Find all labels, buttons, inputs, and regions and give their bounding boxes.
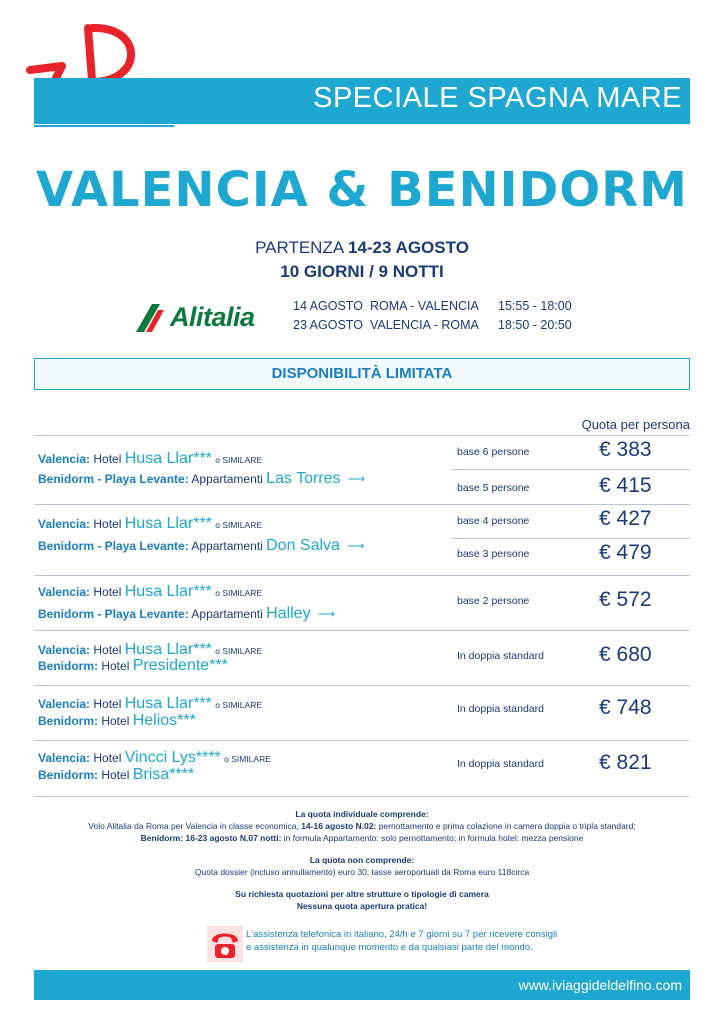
flight-route: ROMA - VALENCIA (370, 299, 479, 313)
city-label: Benidorm - Playa Levante: (38, 607, 189, 621)
quota-header: Quota per persona (581, 417, 690, 432)
assistance-line-2: e assistenza in qualunque momento e da qualsiasi parte del mondo. (246, 942, 533, 953)
accommodation-type: Appartamenti (191, 539, 263, 553)
terms-notes (0, 808, 724, 912)
alitalia-mark-icon (132, 300, 172, 336)
flight-time: 15:55 - 18:00 (498, 299, 572, 313)
hotel-name: Vincci Lys**** (124, 749, 221, 766)
hotel-line-benidorm (38, 766, 194, 784)
footer-url-link[interactable]: www.iviaggideldelfino.com (518, 977, 682, 993)
price-value: € 572 (599, 588, 652, 611)
departure-label: PARTENZA (255, 238, 344, 257)
price-divider (452, 469, 690, 470)
accommodation-type: Hotel (93, 751, 122, 765)
similar-note: o SIMILARE (215, 455, 263, 465)
flight-date: 23 AGOSTO (293, 318, 363, 332)
excludes-line: Quota dossier (incluso annullamento) euro 30, tasse aeroportuali da Roma euro 118circa (194, 867, 530, 877)
package-row (34, 631, 690, 685)
price-value: € 680 (599, 643, 652, 666)
assistance-line-1: L'assistenza telefonica in italiano, 24/h e 7 giorni su 7 per ricevere consigli (246, 929, 558, 940)
hotel-line-benidorm (38, 712, 196, 730)
accommodation-type: Hotel (93, 452, 122, 466)
availability-box: DISPONIBILITÀ LIMITATA (34, 358, 690, 390)
price-basis: In doppia standard (457, 703, 544, 715)
hotel-name: Halley (266, 605, 311, 622)
header-banner (34, 78, 690, 124)
accommodation-type: Hotel (93, 517, 122, 531)
accommodation-type: Hotel (101, 659, 130, 673)
city-label: Valencia: (38, 643, 91, 657)
hotel-line-benidorm (38, 657, 228, 675)
hotel-name: Don Salva (266, 537, 340, 554)
hotel-name: Husa Llar*** (124, 515, 212, 532)
airline-name: Alitalia (170, 302, 255, 332)
includes-text: in formula Appartamento: solo pernottamento; in formula hotel: mezza pensione (281, 833, 584, 843)
price-basis: base 6 persone (457, 446, 530, 458)
departure-dates: 14-23 AGOSTO (347, 238, 469, 257)
hotel-line-valencia (38, 583, 262, 601)
price-basis: base 5 persone (457, 482, 530, 494)
hotel-name: Husa Llar*** (124, 450, 212, 467)
hotel-line-valencia (38, 515, 262, 533)
city-label: Valencia: (38, 517, 91, 531)
arrow-icon: ⟶ (317, 607, 336, 621)
price-basis: base 4 persone (457, 515, 530, 527)
accommodation-type: Hotel (101, 768, 130, 782)
similar-note: o SIMILARE (215, 520, 263, 530)
similar-note: o SIMILARE (215, 700, 263, 710)
city-label: Benidorm: (38, 714, 98, 728)
accommodation-type: Hotel (93, 643, 122, 657)
package-row (34, 505, 690, 575)
includes-bold: Benidorm: 16-23 agosto N.07 notti: (140, 833, 282, 843)
includes-text: pernottamento e prima colazione in camera doppia o tripla standard; (376, 821, 636, 831)
price-basis: In doppia standard (457, 650, 544, 662)
hotel-name: Husa Llar*** (124, 583, 212, 600)
flight-date: 14 AGOSTO (293, 299, 363, 313)
price-value: € 427 (599, 507, 652, 530)
city-label: Benidorm - Playa Levante: (38, 539, 189, 553)
page-title: VALENCIA & BENIDORM (36, 162, 688, 218)
flight-row (293, 299, 598, 318)
flight-time: 18:50 - 20:50 (498, 318, 572, 332)
price-value: € 383 (599, 438, 652, 461)
price-basis: base 2 persone (457, 595, 530, 607)
footer-banner (34, 970, 690, 1000)
extra-line-2: Nessuna quota apertura pratica! (296, 901, 428, 911)
city-label: Valencia: (38, 697, 91, 711)
flight-route: VALENCIA - ROMA (370, 318, 479, 332)
city-label: Valencia: (38, 751, 91, 765)
accommodation-type: Appartamenti (191, 607, 263, 621)
hotel-line-benidorm (38, 470, 365, 488)
table-divider (34, 796, 690, 797)
price-value: € 479 (599, 541, 652, 564)
accommodation-type: Hotel (93, 585, 122, 599)
includes-text: Volo Alitalia da Roma per Valencia in classe economica, (88, 821, 302, 831)
extra-line-1: Su richiesta quotazioni per altre strutture o tipologie di camera (235, 889, 489, 899)
hotel-name: Las Torres (266, 470, 341, 487)
includes-line-2 (0, 832, 724, 844)
hotel-line-valencia (38, 450, 262, 468)
flight-row (293, 318, 598, 337)
arrow-icon: ⟶ (347, 472, 366, 486)
banner-title: SPECIALE SPAGNA MARE (313, 82, 682, 114)
city-label: Valencia: (38, 452, 91, 466)
banner-underline (34, 125, 174, 127)
similar-note: o SIMILARE (224, 754, 271, 764)
accommodation-type: Hotel (93, 697, 122, 711)
hotel-name: Husa Llar*** (124, 695, 212, 712)
departure-duration: 10 GIORNI / 9 NOTTI (280, 262, 444, 281)
includes-bold: 14-16 agosto N.02: (301, 821, 377, 831)
city-label: Valencia: (38, 585, 91, 599)
city-label: Benidorm: (38, 768, 98, 782)
arrow-icon: ⟶ (347, 539, 365, 553)
accommodation-type: Appartamenti (191, 472, 263, 486)
price-value: € 748 (599, 696, 652, 719)
accommodation-type: Hotel (101, 714, 130, 728)
includes-line-1 (0, 820, 724, 832)
assistance-text (246, 928, 557, 954)
excludes-title: La quota non comprende: (309, 855, 415, 865)
price-basis: base 3 persone (457, 548, 530, 560)
flight-schedule (293, 299, 598, 337)
hotel-name: Presidente*** (132, 657, 228, 674)
package-row (34, 741, 690, 795)
hotel-line-benidorm (38, 537, 364, 555)
hotel-line-valencia (38, 749, 271, 767)
hotel-name: Husa Llar*** (124, 641, 212, 658)
price-basis: In doppia standard (457, 758, 544, 770)
similar-note: o SIMILARE (215, 646, 263, 656)
airline-logo (132, 300, 272, 336)
price-value: € 821 (599, 751, 652, 774)
hotel-line-benidorm (38, 605, 335, 623)
city-label: Benidorm - Playa Levante: (38, 472, 189, 486)
price-divider (452, 538, 690, 539)
departure-line (0, 238, 724, 258)
package-row (34, 576, 690, 630)
telephone-icon (206, 925, 244, 963)
package-row (34, 686, 690, 740)
hotel-line-valencia (38, 695, 262, 713)
similar-note: o SIMILARE (215, 588, 263, 598)
city-label: Benidorm: (38, 659, 98, 673)
price-value: € 415 (599, 474, 652, 497)
hotel-name: Brisa**** (132, 766, 195, 783)
hotel-name: Helios*** (132, 712, 196, 729)
includes-title: La quota individuale comprende: (295, 809, 429, 819)
